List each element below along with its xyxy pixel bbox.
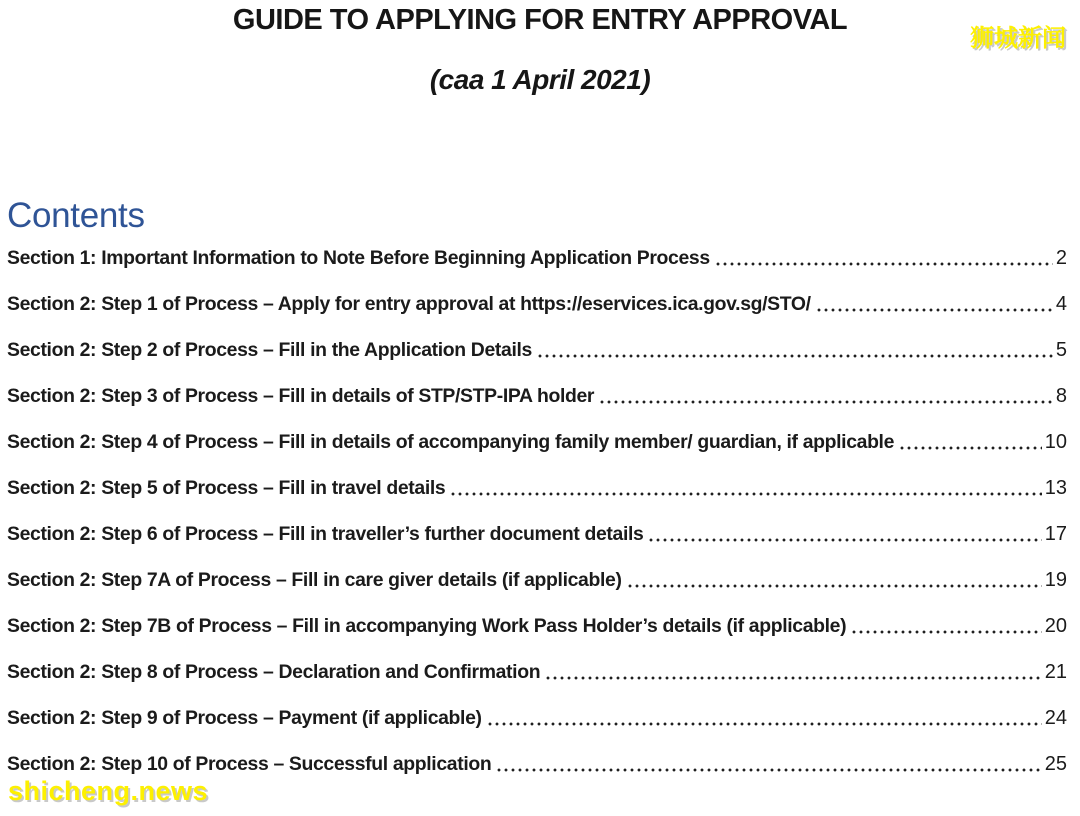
contents-heading: Contents: [7, 196, 145, 235]
toc-page-number: 17: [1044, 523, 1067, 545]
toc-page-number: 21: [1044, 661, 1067, 683]
dot-leader: [716, 262, 1053, 266]
toc-entry[interactable]: [7, 564, 1067, 597]
dot-leader: [628, 584, 1042, 588]
toc-entry[interactable]: [7, 288, 1067, 321]
watermark-bottom-left: shicheng.news: [8, 776, 209, 806]
toc-page-number: 13: [1044, 477, 1067, 499]
toc-entry[interactable]: [7, 702, 1067, 735]
toc-entry-label: Section 2: Step 3 of Process – Fill in details of STP/STP-IPA holder: [7, 385, 595, 407]
toc-page-number: 25: [1044, 753, 1067, 775]
toc-entry-label: Section 2: Step 8 of Process – Declaration and Confirmation: [7, 661, 541, 683]
toc-page-number: 10: [1044, 431, 1067, 453]
toc-entry-label: Section 2: Step 9 of Process – Payment (if applicable): [7, 707, 482, 729]
dot-leader: [497, 768, 1041, 772]
dot-leader: [600, 400, 1053, 404]
toc-page-number: 8: [1055, 385, 1067, 407]
toc-entry-label: Section 1: Important Information to Note Before Beginning Application Process: [7, 247, 710, 269]
dot-leader: [852, 630, 1042, 634]
toc-entry[interactable]: [7, 610, 1067, 643]
dot-leader: [488, 722, 1042, 726]
toc-entry-label: Section 2: Step 1 of Process – Apply for entry approval at https://eservices.ica.gov.sg/STO/: [7, 293, 811, 315]
dot-leader: [451, 492, 1041, 496]
toc-entry-label: Section 2: Step 10 of Process – Successful application: [7, 753, 492, 775]
toc-page-number: 2: [1055, 247, 1067, 269]
dot-leader: [546, 676, 1042, 680]
table-of-contents: [7, 242, 1067, 794]
dot-leader: [817, 308, 1053, 312]
toc-page-number: 4: [1055, 293, 1067, 315]
toc-page-number: 19: [1044, 569, 1067, 591]
toc-entry-label: Section 2: Step 7B of Process – Fill in accompanying Work Pass Holder’s details (if applicable): [7, 615, 847, 637]
document-title: GUIDE TO APPLYING FOR ENTRY APPROVAL: [232, 4, 848, 36]
toc-entry-label: Section 2: Step 6 of Process – Fill in traveller’s further document details: [7, 523, 644, 545]
dot-leader: [649, 538, 1041, 542]
document-subtitle: (caa 1 April 2021): [429, 64, 651, 95]
toc-page-number: 20: [1044, 615, 1067, 637]
watermark-top-right: 狮城新闻: [970, 25, 1066, 52]
toc-page-number: 24: [1044, 707, 1067, 729]
dot-leader: [538, 354, 1053, 358]
toc-page-number: 5: [1055, 339, 1067, 361]
toc-entry[interactable]: [7, 656, 1067, 689]
toc-entry[interactable]: [7, 426, 1067, 459]
toc-entry[interactable]: [7, 380, 1067, 413]
toc-entry-label: Section 2: Step 4 of Process – Fill in details of accompanying family member/ guardian, if applicable: [7, 431, 895, 453]
toc-entry-label: Section 2: Step 2 of Process – Fill in the Application Details: [7, 339, 532, 361]
dot-leader: [900, 446, 1042, 450]
toc-entry[interactable]: [7, 472, 1067, 505]
toc-entry[interactable]: [7, 518, 1067, 551]
toc-entry[interactable]: [7, 242, 1067, 275]
toc-entry[interactable]: [7, 334, 1067, 367]
toc-entry-label: Section 2: Step 7A of Process – Fill in care giver details (if applicable): [7, 569, 622, 591]
toc-entry-label: Section 2: Step 5 of Process – Fill in travel details: [7, 477, 446, 499]
toc-entry[interactable]: [7, 748, 1067, 781]
